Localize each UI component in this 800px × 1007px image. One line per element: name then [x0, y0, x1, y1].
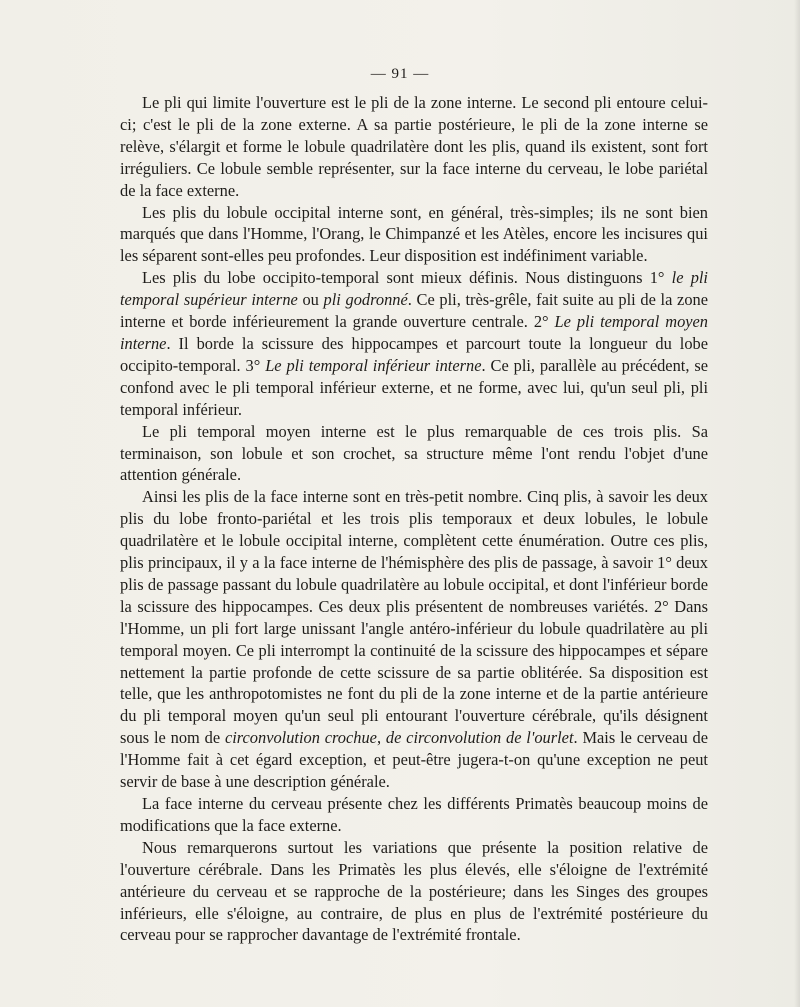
- paragraph: [120, 202, 708, 268]
- paragraph: [120, 92, 708, 202]
- paragraph: [120, 486, 708, 793]
- text-run: Le pli qui limite l'ouverture est le pli de la zone interne. Le second pli entoure celui-ci; c'est le pli de la zone externe. A sa partie postérieure, le pli de la zone interne se relève, s'élargit et forme le lobule quadrilatère dont les plis, quand ils existent, sont fort irréguliers. Ce lobule semble représenter, sur la face interne du cerveau, le lobe pariétal de la face externe.: [120, 93, 708, 200]
- text-run: Les plis du lobe occipito-temporal sont mieux définis. Nous distinguons 1°: [142, 268, 672, 288]
- text-run: . Mais le cerveau de l'Homme fait à cet égard exception, et peut-être jugera-t-on qu'une exception ne peut servir de base à une description générale.: [120, 728, 708, 792]
- paragraph: [120, 793, 708, 837]
- page-edge-shadow: [794, 0, 800, 1007]
- text-run: La face interne du cerveau présente chez les différents Primatès beaucoup moins de modifications que la face externe.: [120, 794, 708, 835]
- body-text: [120, 92, 708, 946]
- page-number: — 91 —: [370, 66, 430, 82]
- text-run: . Ce pli, très-grêle, fait suite au pli de la zone interne et borde inférieurement la grande ouverture centrale. 2°: [120, 290, 708, 332]
- text-run: ou: [297, 290, 324, 310]
- italic-term: le pli temporal supérieur interne: [120, 268, 708, 310]
- italic-term: de circonvolution de l'ourlet: [385, 728, 574, 748]
- italic-term: circonvolution crochue: [224, 728, 377, 748]
- text-run: . Il borde la scissure des hippocampes et parcourt toute la longueur du lobe occipito-temporal. 3°: [120, 333, 708, 375]
- text-run: Les plis du lobule occipital interne sont, en général, très-simples; ils ne sont bien marqués que dans l'Homme, l'Orang, le Chimpanzé et les Atèles, encore les incisures qui les séparent sont-elles peu profondes. Leur disposition est indéfiniment variable.: [120, 202, 708, 266]
- italic-term: Le pli temporal moyen interne: [120, 312, 709, 353]
- italic-term: Le pli temporal inférieur interne: [265, 355, 482, 375]
- paragraph: [120, 837, 708, 947]
- text-run: Le pli temporal moyen interne est le plus remarquable de ces trois plis. Sa terminaison, son lobule et son crochet, sa structure même l'ont rendu l'objet d'une attention générale.: [120, 421, 708, 485]
- text-run: ,: [376, 728, 386, 748]
- text-run: Nous remarquerons surtout les variations que présente la position relative de l'ouverture cérébrale. Dans les Primatès les plus élevés, elle s'éloigne de l'extrémité antérieure du cerveau et se rapproche de la postérieure; dans les Singes des groupes inférieurs, elle s'éloigne, au contraire, de plus en plus de l'extrémité postérieure du cerveau pour se rapprocher davantage de l'extrémité frontale.: [120, 837, 708, 945]
- italic-term: pli godronné: [323, 290, 408, 310]
- paragraph: [120, 421, 708, 487]
- paragraph: [120, 267, 708, 420]
- text-run: . Ce pli, parallèle au précédent, se confond avec le pli temporal inférieur externe, et ne forme, avec lui, qu'un seul pli, pli temporal inférieur.: [120, 355, 708, 419]
- text-run: Ainsi les plis de la face interne sont en très-petit nombre. Cinq plis, à savoir les deux plis du lobe fronto-pariétal et les trois plis temporaux et deux lobules, le lobule quadrilatère et le lobule occipital interne, complètent cette énumération. Outre ces plis, plis principaux, il y a la face interne de l'hémisphère des plis de passage, à savoir 1° deux plis de passage passant du lobule quadrilatère au lobule occipital, et dont l'inférieur borde la scissure des hippocampes. Ces deux plis présentent de nombreuses variétés. 2° Dans l'Homme, un pli fort large unissant l'angle antéro-inférieur du lobule quadrilatère au pli temporal moyen. Ce pli interrompt la continuité de la scissure des hippocampes et sépare nettement la partie profonde de cette scissure de sa partie oblitérée. Sa disposition est telle, que les anthropotomistes ne font du pli de la zone interne et de la partie antérieure du pli temporal moyen qu'un seul pli entourant l'ouverture cérébrale, qu'ils désignent sous le nom de: [120, 487, 708, 748]
